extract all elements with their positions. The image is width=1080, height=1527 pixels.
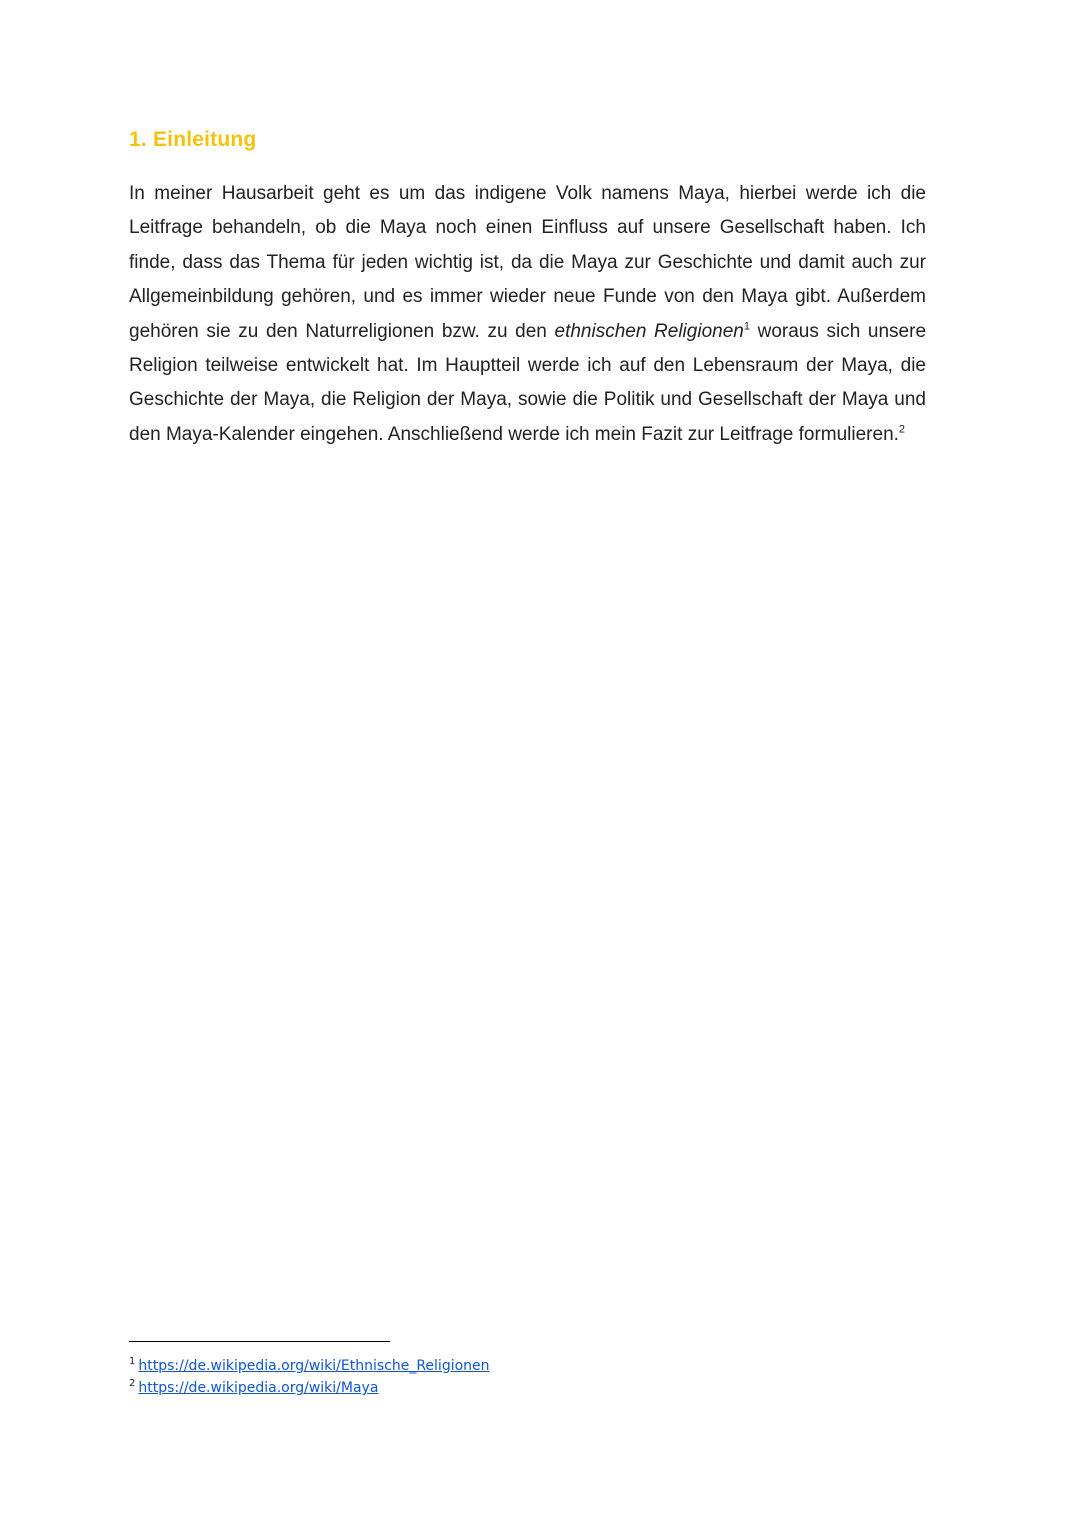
paragraph-text-part1: In meiner Hausarbeit geht es um das indigene Volk namens Maya, hierbei werde ich die Leitfrage behandeln, ob die Maya noch einen Einfluss auf unsere Gesellschaft haben. Ich finde, dass das Thema für jeden wichtig ist, da die Maya zur Geschichte und damit auch zur Allgemeinbildung gehören, und es immer wieder neue Funde von den Maya gibt. Außerdem gehören sie zu den Naturreligionen bzw. zu den <box>129 183 926 342</box>
paragraph-emphasis: ethnischen Religionen <box>554 320 744 342</box>
footnote-reference-2[interactable]: 2 <box>898 423 906 436</box>
footnote-separator <box>129 1341 390 1342</box>
footnotes-list <box>129 1355 490 1399</box>
footnote-link-1[interactable]: https://de.wikipedia.org/wiki/Ethnische_Religionen <box>138 1358 490 1374</box>
footnote-item-1 <box>129 1355 490 1377</box>
intro-paragraph <box>129 177 926 452</box>
footnote-mark: 2 <box>129 1378 136 1390</box>
section-heading: 1. Einleitung <box>129 128 257 151</box>
paragraph-text-part2: woraus sich unsere Religion teilweise entwickelt hat. Im Hauptteil werde ich auf den Lebensraum der Maya, die Geschichte der Maya, die Religion der Maya, sowie die Politik und Gesellschaft der Maya und den Maya-Kalender eingehen. Anschließend werde ich mein Fazit zur Leitfrage formulieren. <box>129 320 927 445</box>
footnote-link-2[interactable]: https://de.wikipedia.org/wiki/Maya <box>138 1380 379 1396</box>
footnote-mark: 1 <box>129 1356 136 1368</box>
footnote-reference-1[interactable]: 1 <box>743 320 750 333</box>
footnote-item-2 <box>129 1377 490 1399</box>
